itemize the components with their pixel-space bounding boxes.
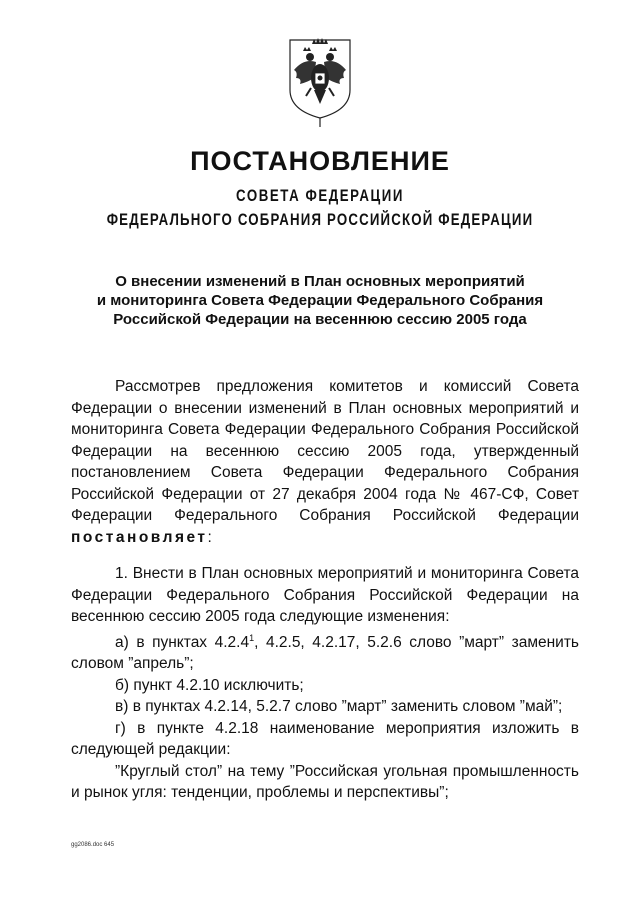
preamble-text: Рассмотрев предложения комитетов и комиссий Совета Федерации о внесении изменений в План основных мероприятий и мониторинга Совета Федерации Федерального Собрания Российской Федерации на весеннюю сессию 2005 года, утвержденный постановлением Совета Федерации Федерального Собрания Российской Федерации от 27 декабря 2004 года № 467-СФ, Совет Федерации Федерального Собрания Российской Федерации: [71, 378, 579, 524]
decision-colon: :: [207, 528, 212, 546]
item-a-text-cont: , 4.2.5, 4.2.17, 5.2.6 слово ”март” заменить словом ”апрель”;: [71, 633, 579, 673]
document-title: ПОСТАНОВЛЕНИЕ: [190, 146, 450, 176]
clause-1-item-g-quote: ”Круглый стол” на тему ”Российская угольная промышленность и рынок угля: тенденции, проблемы и перспективы”;: [71, 762, 579, 802]
clause-1-intro: 1. Внести в План основных мероприятий и мониторинга Совета Федерации Федерального Собрания Российской Федерации на весеннюю сессию 2005 года следующие изменения:: [71, 565, 579, 625]
resolution-subject: [60, 272, 580, 329]
subject-line: Российской Федерации на весеннюю сессию 2005 года: [113, 311, 527, 328]
russian-coat-of-arms-emblem: [278, 28, 362, 128]
clause-1-item-v: в) в пунктах 4.2.14, 5.2.7 слово ”март” заменить словом ”май”;: [115, 698, 563, 716]
item-a-text: а) в пунктах 4.2.4: [115, 633, 250, 651]
clause-1-item-b: б) пункт 4.2.10 исключить;: [115, 676, 304, 694]
clause-1-item-a: [71, 628, 579, 675]
issuer-line-2: ФЕДЕРАЛЬНОГО СОБРАНИЯ РОССИЙСКОЙ ФЕДЕРАЦИИ: [106, 210, 534, 229]
preamble-paragraph: [71, 376, 579, 548]
document-reference: gg2086.doc 645: [71, 842, 115, 848]
subject-line: О внесении изменений в План основных мероприятий: [115, 273, 525, 290]
issuer-line-1: СОВЕТА ФЕДЕРАЦИИ: [236, 186, 404, 205]
item-a-superscript: 1: [249, 632, 255, 643]
subject-line: и мониторинга Совета Федерации Федерального Собрания: [96, 292, 544, 309]
resolution-body: [71, 376, 579, 804]
decision-word: постановляет: [71, 528, 208, 546]
clause-1-item-g: г) в пункте 4.2.18 наименование мероприятия изложить в следующей редакции:: [71, 719, 579, 759]
